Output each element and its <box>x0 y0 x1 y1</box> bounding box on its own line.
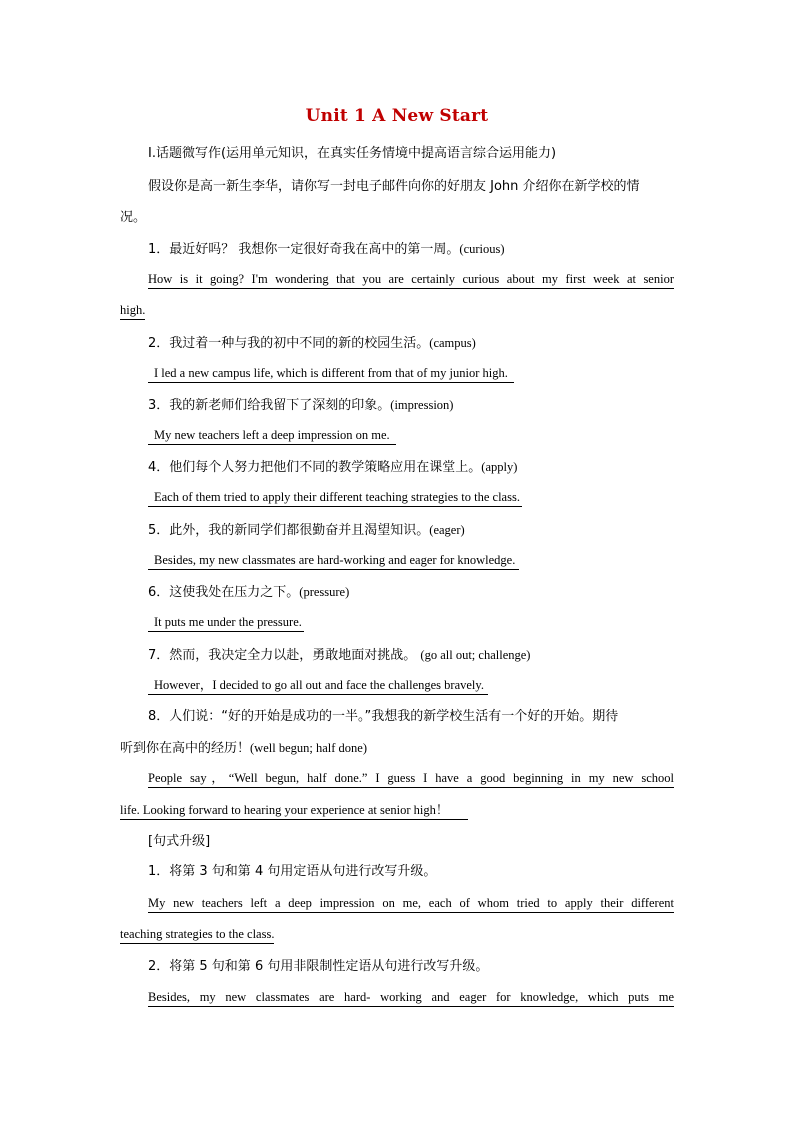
item-prompt <box>148 458 517 477</box>
prompt-hint: (curious) <box>459 242 505 256</box>
item-prompt <box>148 334 476 353</box>
answer-line: My new teachers left a deep impression on me. <box>148 426 396 445</box>
item-prompt <box>148 240 505 259</box>
prompt-text: 3．我的新老师们给我留下了深刻的印象。 <box>148 398 391 413</box>
prompt-hint: (impression) <box>390 398 454 412</box>
answer-line: It puts me under the pressure. <box>148 613 304 632</box>
item-prompt: 8．人们说：“好的开始是成功的一半。”我想我的新学校生活有一个好的开始。期待 <box>148 709 619 724</box>
answer-line: My new teachers left a deep impression on me, each of whom tried to apply their different <box>148 894 674 913</box>
prompt-hint: (go all out; challenge) <box>420 648 531 662</box>
prompt-text: 7．然而，我决定全力以赴，勇敢地面对挑战。 <box>148 648 417 663</box>
answer-line: Each of them tried to apply their different teaching strategies to the class. <box>148 488 522 507</box>
intro-line-1: 假设你是高一新生李华，请你写一封电子邮件向你的好朋友 John 介绍你在新学校的情 <box>148 179 640 194</box>
prompt-hint: (eager) <box>429 523 465 537</box>
prompt-hint: (pressure) <box>299 585 350 599</box>
item-prompt-continued <box>120 739 367 758</box>
item-prompt <box>148 521 465 540</box>
answer-line: life. Looking forward to hearing your experience at senior high！ <box>120 801 468 820</box>
answer-line: However，I decided to go all out and face the challenges bravely. <box>148 676 488 695</box>
section-heading: Ⅰ.话题微写作(运用单元知识，在真实任务情境中提高语言综合运用能力) <box>148 146 557 161</box>
prompt-text: 4．他们每个人努力把他们不同的教学策略应用在课堂上。 <box>148 460 482 475</box>
prompt-text: 6．这使我处在压力之下。 <box>148 585 300 600</box>
prompt-text: 听到你在高中的经历！ <box>120 741 251 756</box>
answer-line: Besides, my new classmates are hard-working and eager for knowledge. <box>148 551 519 570</box>
upgrade-prompt: 1．将第 3 句和第 4 句用定语从句进行改写升级。 <box>148 864 437 879</box>
upgrade-heading: [句式升级] <box>148 834 211 849</box>
unit-title: Unit 1 A New Start <box>305 106 489 126</box>
prompt-text: 5．此外，我的新同学们都很勤奋并且渴望知识。 <box>148 523 430 538</box>
answer-line: high. <box>120 301 145 320</box>
prompt-hint: (well begun; half done) <box>250 741 367 755</box>
answer-line: Besides, my new classmates are hard- working and eager for knowledge, which puts me <box>148 988 674 1007</box>
item-prompt <box>148 583 349 602</box>
item-prompt <box>148 646 530 665</box>
answer-line: How is it going? I'm wondering that you are certainly curious about my first week at senior <box>148 270 674 289</box>
intro-line-2: 况。 <box>120 210 147 225</box>
answer-line: I led a new campus life, which is different from that of my junior high. <box>148 364 514 383</box>
answer-line: People say，“Well begun, half done.” I guess I have a good beginning in my new school <box>148 769 674 788</box>
prompt-text: 2．我过着一种与我的初中不同的新的校园生活。 <box>148 336 430 351</box>
prompt-text: 1．最近好吗？ 我想你一定很好奇我在高中的第一周。 <box>148 242 460 257</box>
answer-line: teaching strategies to the class. <box>120 925 274 944</box>
prompt-hint: (campus) <box>429 336 476 350</box>
prompt-hint: (apply) <box>481 460 518 474</box>
upgrade-prompt: 2．将第 5 句和第 6 句用非限制性定语从句进行改写升级。 <box>148 959 489 974</box>
item-prompt <box>148 396 453 415</box>
